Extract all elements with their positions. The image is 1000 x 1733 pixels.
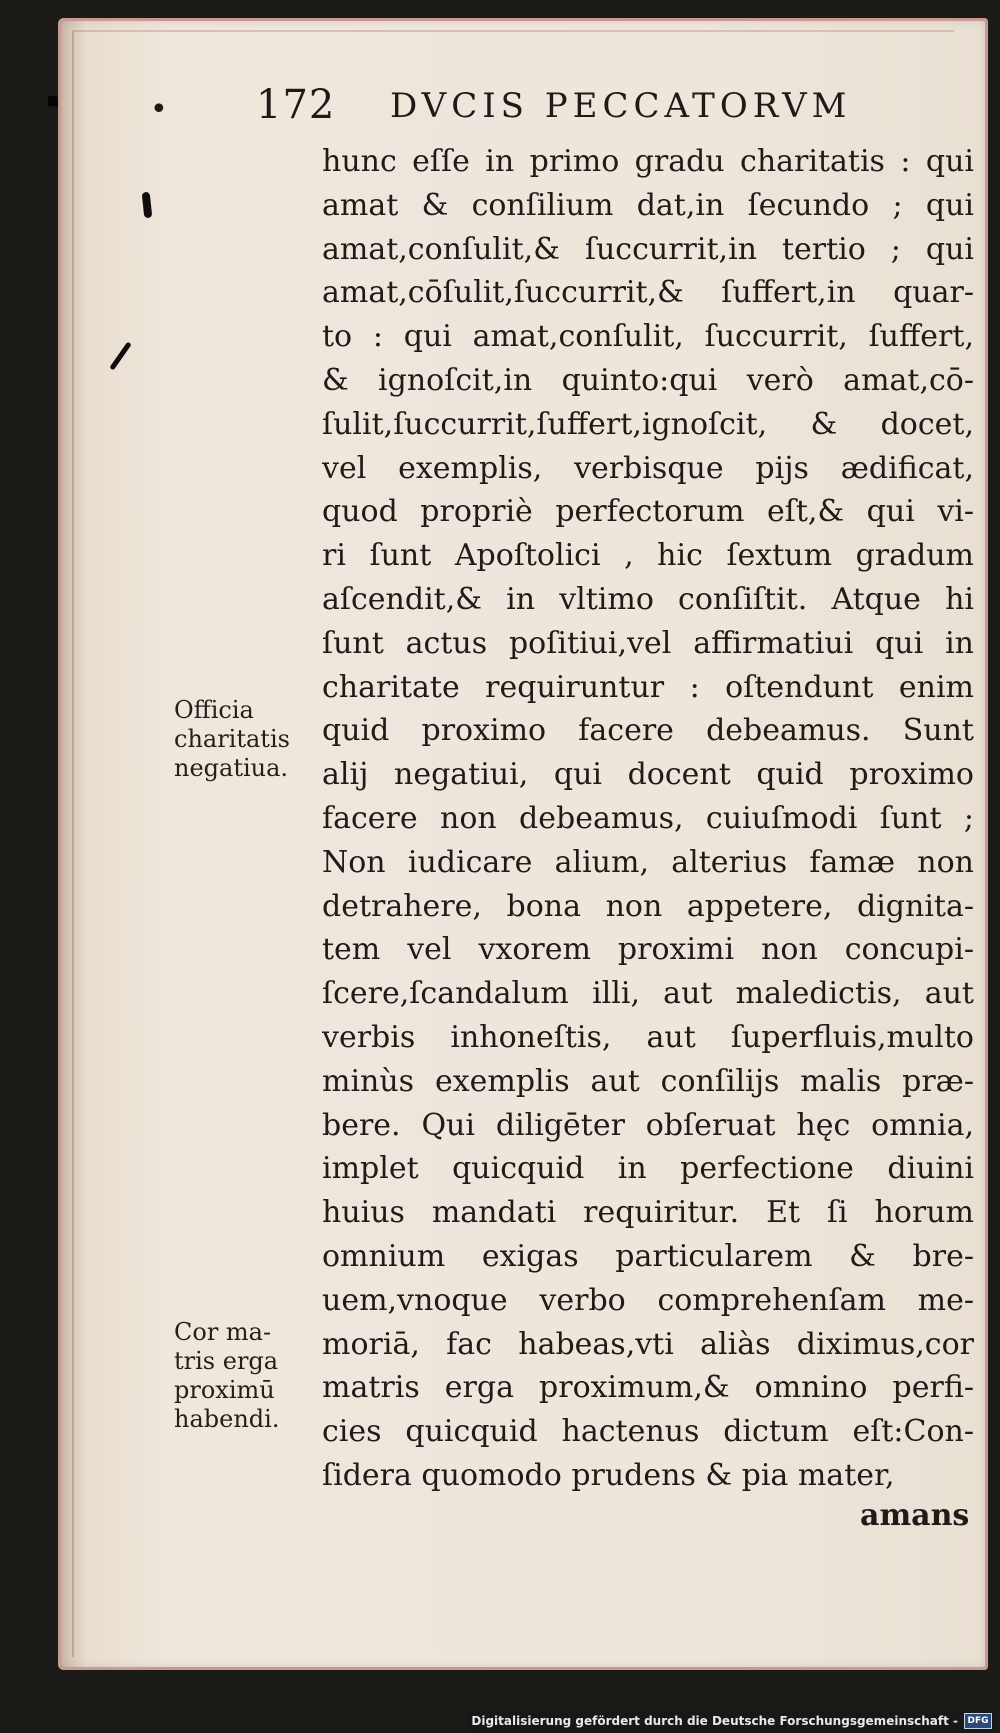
margin-note-line: proximū: [174, 1376, 275, 1404]
margin-note-line: charitatis: [174, 725, 290, 753]
header-bullet: •: [150, 92, 168, 127]
text-line: verbis inhoneſtis, aut ſuperfluis,multo: [322, 1019, 974, 1055]
body-text: [322, 140, 974, 1498]
text-line: tem vel vxorem proximi non concupi-: [322, 932, 974, 968]
margin-note-officia: [174, 696, 290, 783]
margin-note-line: Officia: [174, 696, 254, 724]
text-line: bere. Qui diligēter obſeruat hęc omnia,: [322, 1107, 974, 1143]
text-line: quid proximo facere debeamus. Sunt: [322, 713, 974, 749]
text-line: aſcendit,& in vltimo conſiſtit. Atque hi: [322, 581, 974, 617]
text-line: cies quicquid hactenus dictum eſt:Con-: [322, 1414, 974, 1450]
text-line: ſcere,ſcandalum illi, aut maledictis, aut: [322, 976, 974, 1012]
margin-note-line: tris erga: [174, 1347, 279, 1375]
text-line: & ignoſcit,in quinto:qui verò amat,cō-: [322, 362, 974, 398]
text-line: to : qui amat,conſulit, ſuccurrit, ſuffert,: [322, 319, 974, 355]
page-number: 172: [256, 82, 336, 128]
text-line: ſidera quomodo prudens & pia mater,: [322, 1457, 895, 1493]
text-line: charitate requiruntur : oſtendunt enim: [322, 669, 974, 705]
text-line: moriā, fac habeas,vti aliàs diximus,cor: [322, 1326, 974, 1362]
margin-note-line: negatiua.: [174, 754, 289, 782]
text-line: facere non debeamus, cuiuſmodi ſunt ;: [322, 800, 974, 836]
text-line: alij negatiui, qui docent quid proximo: [322, 757, 974, 793]
catchword: amans: [860, 1498, 970, 1533]
text-line: huius mandati requiritur. Et ſi horum: [322, 1195, 974, 1231]
text-line: amat,cōſulit,ſuccurrit,& ſuffert,in quar-: [322, 275, 974, 311]
margin-note-line: habendi.: [174, 1405, 280, 1433]
text-line: implet quicquid in perfectione diuini: [322, 1151, 974, 1187]
text-line: detrahere, bona non appetere, dignita-: [322, 888, 974, 924]
running-title: DVCIS PECCATORVM: [390, 86, 852, 126]
text-line: vel exemplis, verbisque pijs ædificat,: [322, 450, 974, 486]
dfg-logo: DFG: [964, 1713, 992, 1729]
text-line: quod propriè perfectorum eſt,& qui vi-: [322, 494, 974, 530]
text-line: matris erga proximum,& omnino perfi-: [322, 1370, 974, 1406]
margin-note-line: Cor ma-: [174, 1318, 272, 1346]
text-line: ri ſunt Apoſtolici , hic ſextum gradum: [322, 538, 974, 574]
text-line: amat,conſulit,& ſuccurrit,in tertio ; qui: [322, 231, 974, 267]
page-header: [150, 82, 910, 134]
margin-note-cor-matris: [174, 1318, 279, 1434]
text-line: minùs exemplis aut conſilijs malis præ-: [322, 1063, 974, 1099]
credit-text: Digitalisierung gefördert durch die Deutsche Forschungsgemeinschaft -: [471, 1714, 958, 1728]
text-line: amat & conſilium dat,in ſecundo ; qui: [322, 187, 974, 223]
digitization-credit: [467, 1711, 996, 1731]
text-line: uem,vnoque verbo comprehenſam me-: [322, 1282, 974, 1318]
text-line: hunc eſſe in primo gradu charitatis : qui: [322, 144, 974, 179]
text-line: ſulit,ſuccurrit,ſuffert,ignoſcit, & docet,: [322, 406, 974, 442]
text-line: Non iudicare alium, alterius famæ non: [322, 844, 974, 880]
text-line: ſunt actus poſitiui,vel affirmatiui qui in: [322, 625, 974, 661]
text-line: omnium exigas particularem & bre-: [322, 1238, 974, 1274]
